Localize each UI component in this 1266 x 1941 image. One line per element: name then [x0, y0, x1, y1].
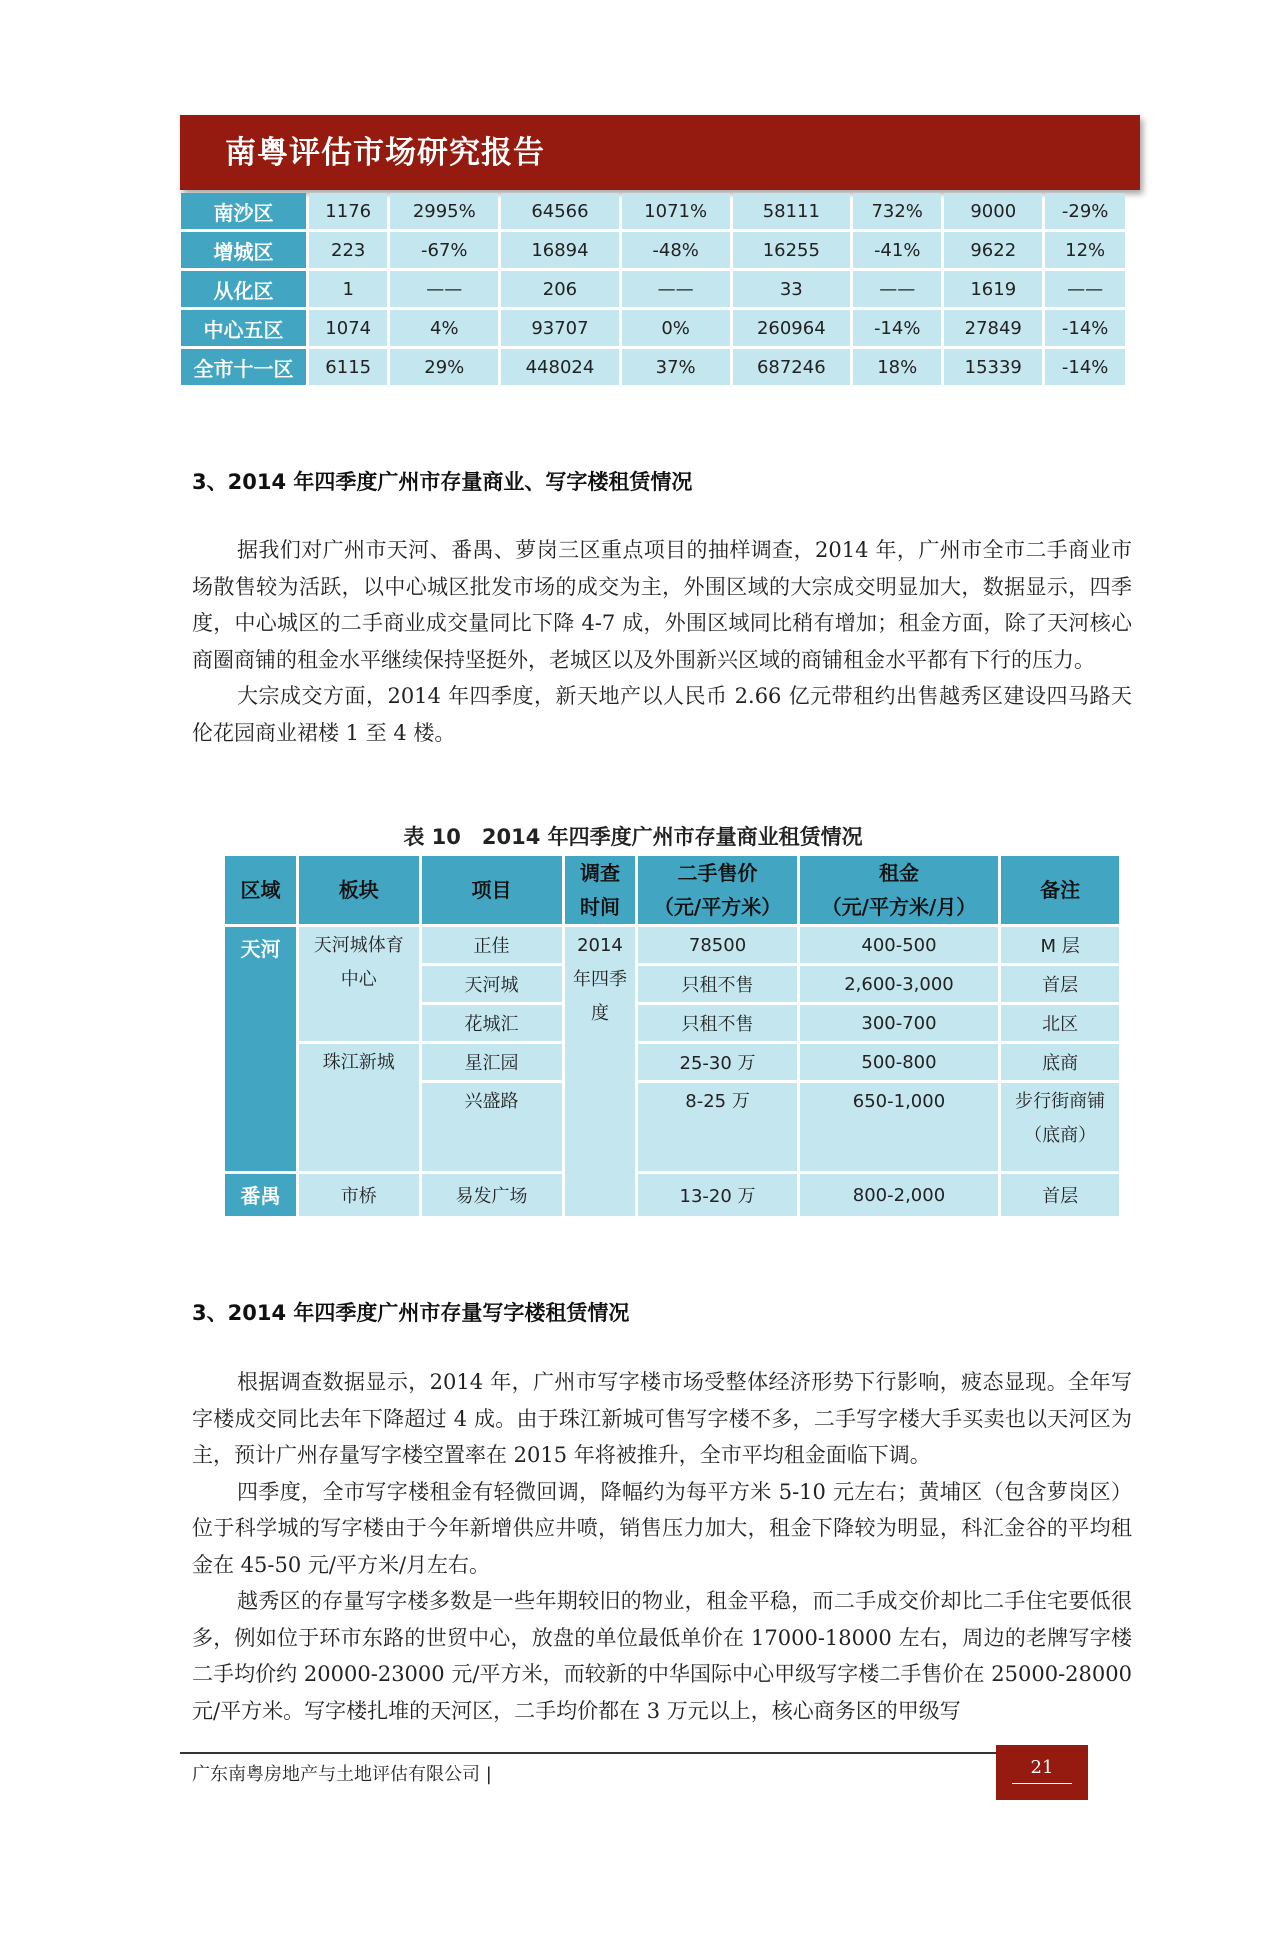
price-cell: 只租不售: [638, 1005, 796, 1041]
data-cell: 15339: [944, 349, 1042, 385]
time-cell: 2014 年四季度: [565, 927, 636, 1216]
row-header-cell: 增城区: [181, 232, 306, 268]
col-header-note: 备注: [1001, 856, 1119, 924]
data-cell: 1071%: [622, 193, 730, 229]
data-cell: ——: [1045, 271, 1125, 307]
row-header-cell: 全市十一区: [181, 349, 306, 385]
commercial-paragraphs: [192, 532, 1132, 751]
table-row: [181, 271, 1125, 307]
price-cell: 13-20 万: [638, 1174, 796, 1216]
project-cell: 花城汇: [422, 1005, 562, 1041]
footer-company: 广东南粤房地产与土地评估有限公司 |: [192, 1764, 492, 1785]
data-cell: -67%: [390, 232, 498, 268]
note-cell: M 层: [1001, 927, 1119, 963]
region-cell: 番禺: [225, 1174, 296, 1216]
commercial-rent-table: [222, 853, 1122, 1219]
data-cell: -14%: [1045, 349, 1125, 385]
rent-cell: 800-2,000: [800, 1174, 999, 1216]
data-cell: 687246: [733, 349, 851, 385]
rent-cell: 400-500: [800, 927, 999, 963]
data-cell: -41%: [853, 232, 941, 268]
data-cell: 16894: [501, 232, 619, 268]
page-number-box: [996, 1745, 1088, 1800]
data-cell: ——: [390, 271, 498, 307]
data-cell: 16255: [733, 232, 851, 268]
rent-cell: 500-800: [800, 1044, 999, 1080]
data-cell: -14%: [853, 310, 941, 346]
data-cell: 732%: [853, 193, 941, 229]
data-cell: 2995%: [390, 193, 498, 229]
price-cell: 只租不售: [638, 966, 796, 1002]
col-header-time: 调查 时间: [565, 856, 636, 924]
data-cell: 1176: [309, 193, 387, 229]
data-cell: 1: [309, 271, 387, 307]
project-cell: 正佳: [422, 927, 562, 963]
footer-divider: [180, 1752, 1000, 1754]
note-cell: 首层: [1001, 1174, 1119, 1216]
note-cell: 步行街商铺（底商）: [1001, 1083, 1119, 1171]
data-cell: 18%: [853, 349, 941, 385]
report-title: 南粤评估市场研究报告: [225, 135, 545, 171]
region-cell: 天河: [225, 927, 296, 1171]
row-header-cell: 南沙区: [181, 193, 306, 229]
data-cell: 223: [309, 232, 387, 268]
data-cell: 0%: [622, 310, 730, 346]
data-cell: 260964: [733, 310, 851, 346]
paragraph: 根据调查数据显示，2014 年，广州市写字楼市场受整体经济形势下行影响，疲态显现。全年写字楼成交同比去年下降超过 4 成。由于珠江新城可售写字楼不多，二手写字楼大手买卖也以天河区为主，预计广州存量写字楼空置率在 2015 年将被推升，全市平均租金面临下调。: [192, 1370, 1132, 1467]
data-cell: ——: [622, 271, 730, 307]
report-header-bar: [180, 115, 1140, 190]
col-header-project: 项目: [422, 856, 562, 924]
project-cell: 易发广场: [422, 1174, 562, 1216]
paragraph: 据我们对广州市天河、番禺、萝岗三区重点项目的抽样调查，2014 年，广州市全市二手商业市场散售较为活跃，以中心城区批发市场的成交为主，外围区域的大宗成交明显加大，数据显示，四季度，中心城区的二手商业成交量同比下降 4-7 成，外围区域同比稍有增加；租金方面，除了天河核心商圈商铺的租金水平继续保持坚挺外，老城区以及外围新兴区域的商铺租金水平都有下行的压力。: [192, 538, 1132, 672]
row-header-cell: 从化区: [181, 271, 306, 307]
data-cell: 9000: [944, 193, 1042, 229]
data-cell: 1619: [944, 271, 1042, 307]
data-cell: 93707: [501, 310, 619, 346]
note-cell: 北区: [1001, 1005, 1119, 1041]
block-cell: 珠江新城: [299, 1044, 419, 1171]
col-header-price: 二手售价 （元/平方米）: [638, 856, 796, 924]
office-paragraphs: [192, 1364, 1132, 1729]
table-row: [181, 232, 1125, 268]
data-cell: 12%: [1045, 232, 1125, 268]
note-cell: 底商: [1001, 1044, 1119, 1080]
data-cell: 58111: [733, 193, 851, 229]
data-cell: 4%: [390, 310, 498, 346]
row-header-cell: 中心五区: [181, 310, 306, 346]
data-cell: ——: [853, 271, 941, 307]
price-cell: 25-30 万: [638, 1044, 796, 1080]
table-row: [181, 310, 1125, 346]
note-cell: 首层: [1001, 966, 1119, 1002]
rent-cell: 300-700: [800, 1005, 999, 1041]
project-cell: 兴盛路: [422, 1083, 562, 1171]
data-cell: 33: [733, 271, 851, 307]
data-cell: 1074: [309, 310, 387, 346]
data-cell: 64566: [501, 193, 619, 229]
district-stats-table: [178, 190, 1128, 388]
data-cell: 448024: [501, 349, 619, 385]
section-title-commercial: 3、2014 年四季度广州市存量商业、写字楼租赁情况: [192, 470, 693, 494]
paragraph: 越秀区的存量写字楼多数是一些年期较旧的物业，租金平稳，而二手成交价却比二手住宅要低很多，例如位于环市东路的世贸中心，放盘的单位最低单价在 17000-18000 左右，周边的老牌写字楼二手均价约 20000-23000 元/平方米，而较新的中华国际中心甲级写字楼二手售价在 25000-28000 元/平方米。写字楼扎堆的天河区，二手均价都在 3 万元以上，核心商务区的甲级写: [192, 1589, 1132, 1723]
data-cell: -14%: [1045, 310, 1125, 346]
section-title-office: 3、2014 年四季度广州市存量写字楼租赁情况: [192, 1301, 630, 1325]
data-cell: -48%: [622, 232, 730, 268]
rent-cell: 2,600-3,000: [800, 966, 999, 1002]
data-cell: 206: [501, 271, 619, 307]
col-header-region: 区域: [225, 856, 296, 924]
table-row: [181, 349, 1125, 385]
col-header-block: 板块: [299, 856, 419, 924]
block-cell: 市桥: [299, 1174, 419, 1216]
rent-cell: 650-1,000: [800, 1083, 999, 1171]
data-cell: 37%: [622, 349, 730, 385]
price-cell: 78500: [638, 927, 796, 963]
data-cell: 6115: [309, 349, 387, 385]
table-caption: 表 10 2014 年四季度广州市存量商业租赁情况: [403, 825, 863, 849]
price-cell: 8-25 万: [638, 1083, 796, 1171]
project-cell: 星汇园: [422, 1044, 562, 1080]
data-cell: 29%: [390, 349, 498, 385]
data-cell: -29%: [1045, 193, 1125, 229]
paragraph: 大宗成交方面，2014 年四季度，新天地产以人民币 2.66 亿元带租约出售越秀区建设四马路天伦花园商业裙楼 1 至 4 楼。: [192, 684, 1132, 745]
page-number: 21: [1030, 1757, 1054, 1778]
paragraph: 四季度，全市写字楼租金有轻微回调，降幅约为每平方米 5-10 元左右；黄埔区（包含萝岗区）位于科学城的写字楼由于今年新增供应井喷，销售压力加大，租金下降较为明显，科汇金谷的平均租金在 45-50 元/平方米/月左右。: [192, 1479, 1132, 1577]
data-cell: 9622: [944, 232, 1042, 268]
project-cell: 天河城: [422, 966, 562, 1002]
col-header-rent: 租金 （元/平方米/月）: [800, 856, 999, 924]
page-number-underline: [1012, 1783, 1072, 1784]
data-cell: 27849: [944, 310, 1042, 346]
block-cell: 天河城体育中心: [299, 927, 419, 1041]
table-row: [181, 193, 1125, 229]
